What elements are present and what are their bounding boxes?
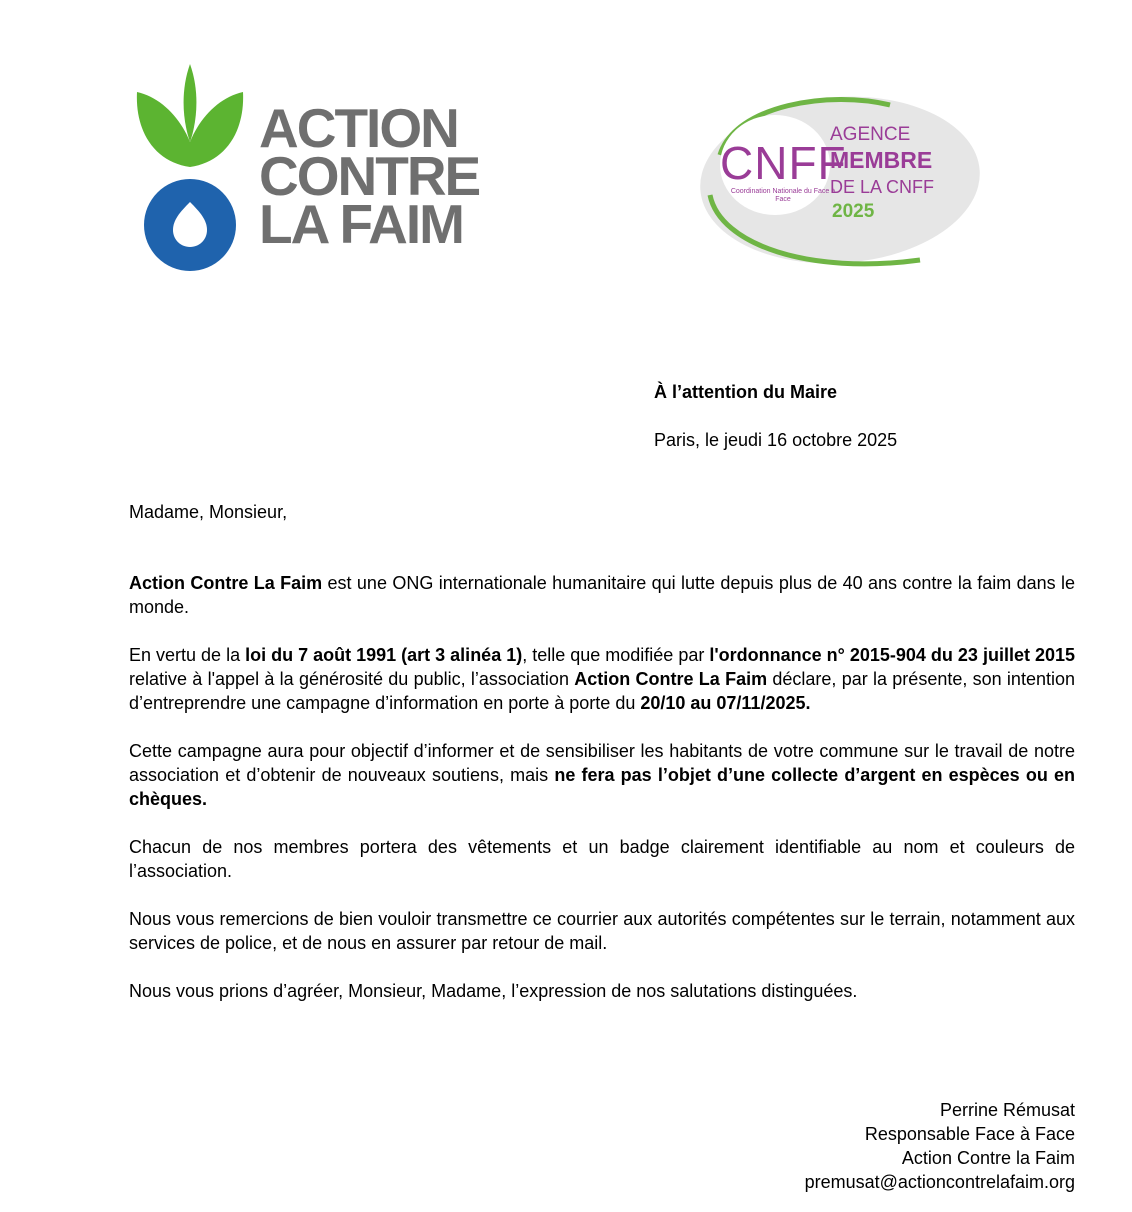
paragraph-text: En vertu de la xyxy=(129,645,246,665)
cnff-de-la: DE LA CNFF xyxy=(830,177,935,197)
cnff-subtitle: Coordination Nationale du Face à Face xyxy=(730,188,836,203)
ordinance-reference: l'ordonnance n° 2015-904 du 23 juillet 2015 xyxy=(709,645,1075,665)
date-line: Paris, le jeudi 16 octobre 2025 xyxy=(654,430,898,450)
paragraph-text: déclare, par la présente, son intention d’entreprendre une campagne d’information en porte à porte du xyxy=(129,669,1075,713)
paragraph-1 xyxy=(129,571,1075,619)
cnff-agence: AGENCE xyxy=(830,124,911,145)
paragraph-text: Cette campagne aura pour objectif d’informer et de sensibiliser les habitants de votre commune sur le travail de notre association et d’obtenir de nouveaux soutiens, mais xyxy=(129,741,1075,785)
paragraph-5: Nous vous remercions de bien vouloir transmettre ce courrier aux autorités compétentes sur le terrain, notamment aux services de police, et de nous en assurer par retour de mail. xyxy=(129,909,1075,953)
paragraph-2 xyxy=(129,643,1075,715)
recipient-line: À l’attention du Maire xyxy=(654,382,838,402)
acf-wordmark xyxy=(259,97,480,255)
signatory-org: Action Contre la Faim xyxy=(901,1148,1075,1168)
paragraph-text: est une ONG internationale humanitaire qui lutte depuis plus de 40 ans contre la faim dans le monde. xyxy=(129,573,1076,617)
org-name: Action Contre La Faim xyxy=(129,573,323,593)
acf-logo xyxy=(135,62,480,277)
acf-line-2: CONTRE xyxy=(259,145,480,207)
cnff-badge xyxy=(690,85,990,275)
paragraph-6: Nous vous prions d’agréer, Monsieur, Madame, l’expression de nos salutations distinguées. xyxy=(129,981,858,1001)
letter-body xyxy=(129,571,1075,1027)
signatory-role: Responsable Face à Face xyxy=(864,1124,1075,1144)
law-reference: loi du 7 août 1991 (art 3 alinéa 1) xyxy=(245,645,523,665)
org-name: Action Contre La Faim xyxy=(574,669,768,689)
signatory-email: premusat@actioncontrelafaim.org xyxy=(804,1172,1075,1192)
campaign-dates: 20/10 au 07/11/2025. xyxy=(640,693,811,713)
paragraph-text: , telle que modifiée par xyxy=(522,645,710,665)
acf-line-3: LA FAIM xyxy=(259,193,463,255)
cnff-year: 2025 xyxy=(832,201,875,222)
paragraph-text: relative à l'appel à la générosité du public, l’association xyxy=(129,669,575,689)
paragraph-4: Chacun de nos membres portera des vêtements et un badge clairement identifiable au nom et couleurs de l’association. xyxy=(129,837,1075,881)
cnff-acronym: CNFF xyxy=(720,137,847,189)
paragraph-3 xyxy=(129,739,1075,811)
acf-line-1: ACTION xyxy=(259,97,458,159)
signature-block xyxy=(805,1098,1075,1194)
no-collection-notice: ne fera pas l’objet d’une collecte d’argent en espèces ou en chèques. xyxy=(129,765,1075,809)
cnff-membre: MEMBRE xyxy=(830,147,933,173)
acf-emblem-icon xyxy=(135,62,245,277)
salutation: Madame, Monsieur, xyxy=(129,502,288,522)
signatory-name: Perrine Rémusat xyxy=(939,1100,1075,1120)
